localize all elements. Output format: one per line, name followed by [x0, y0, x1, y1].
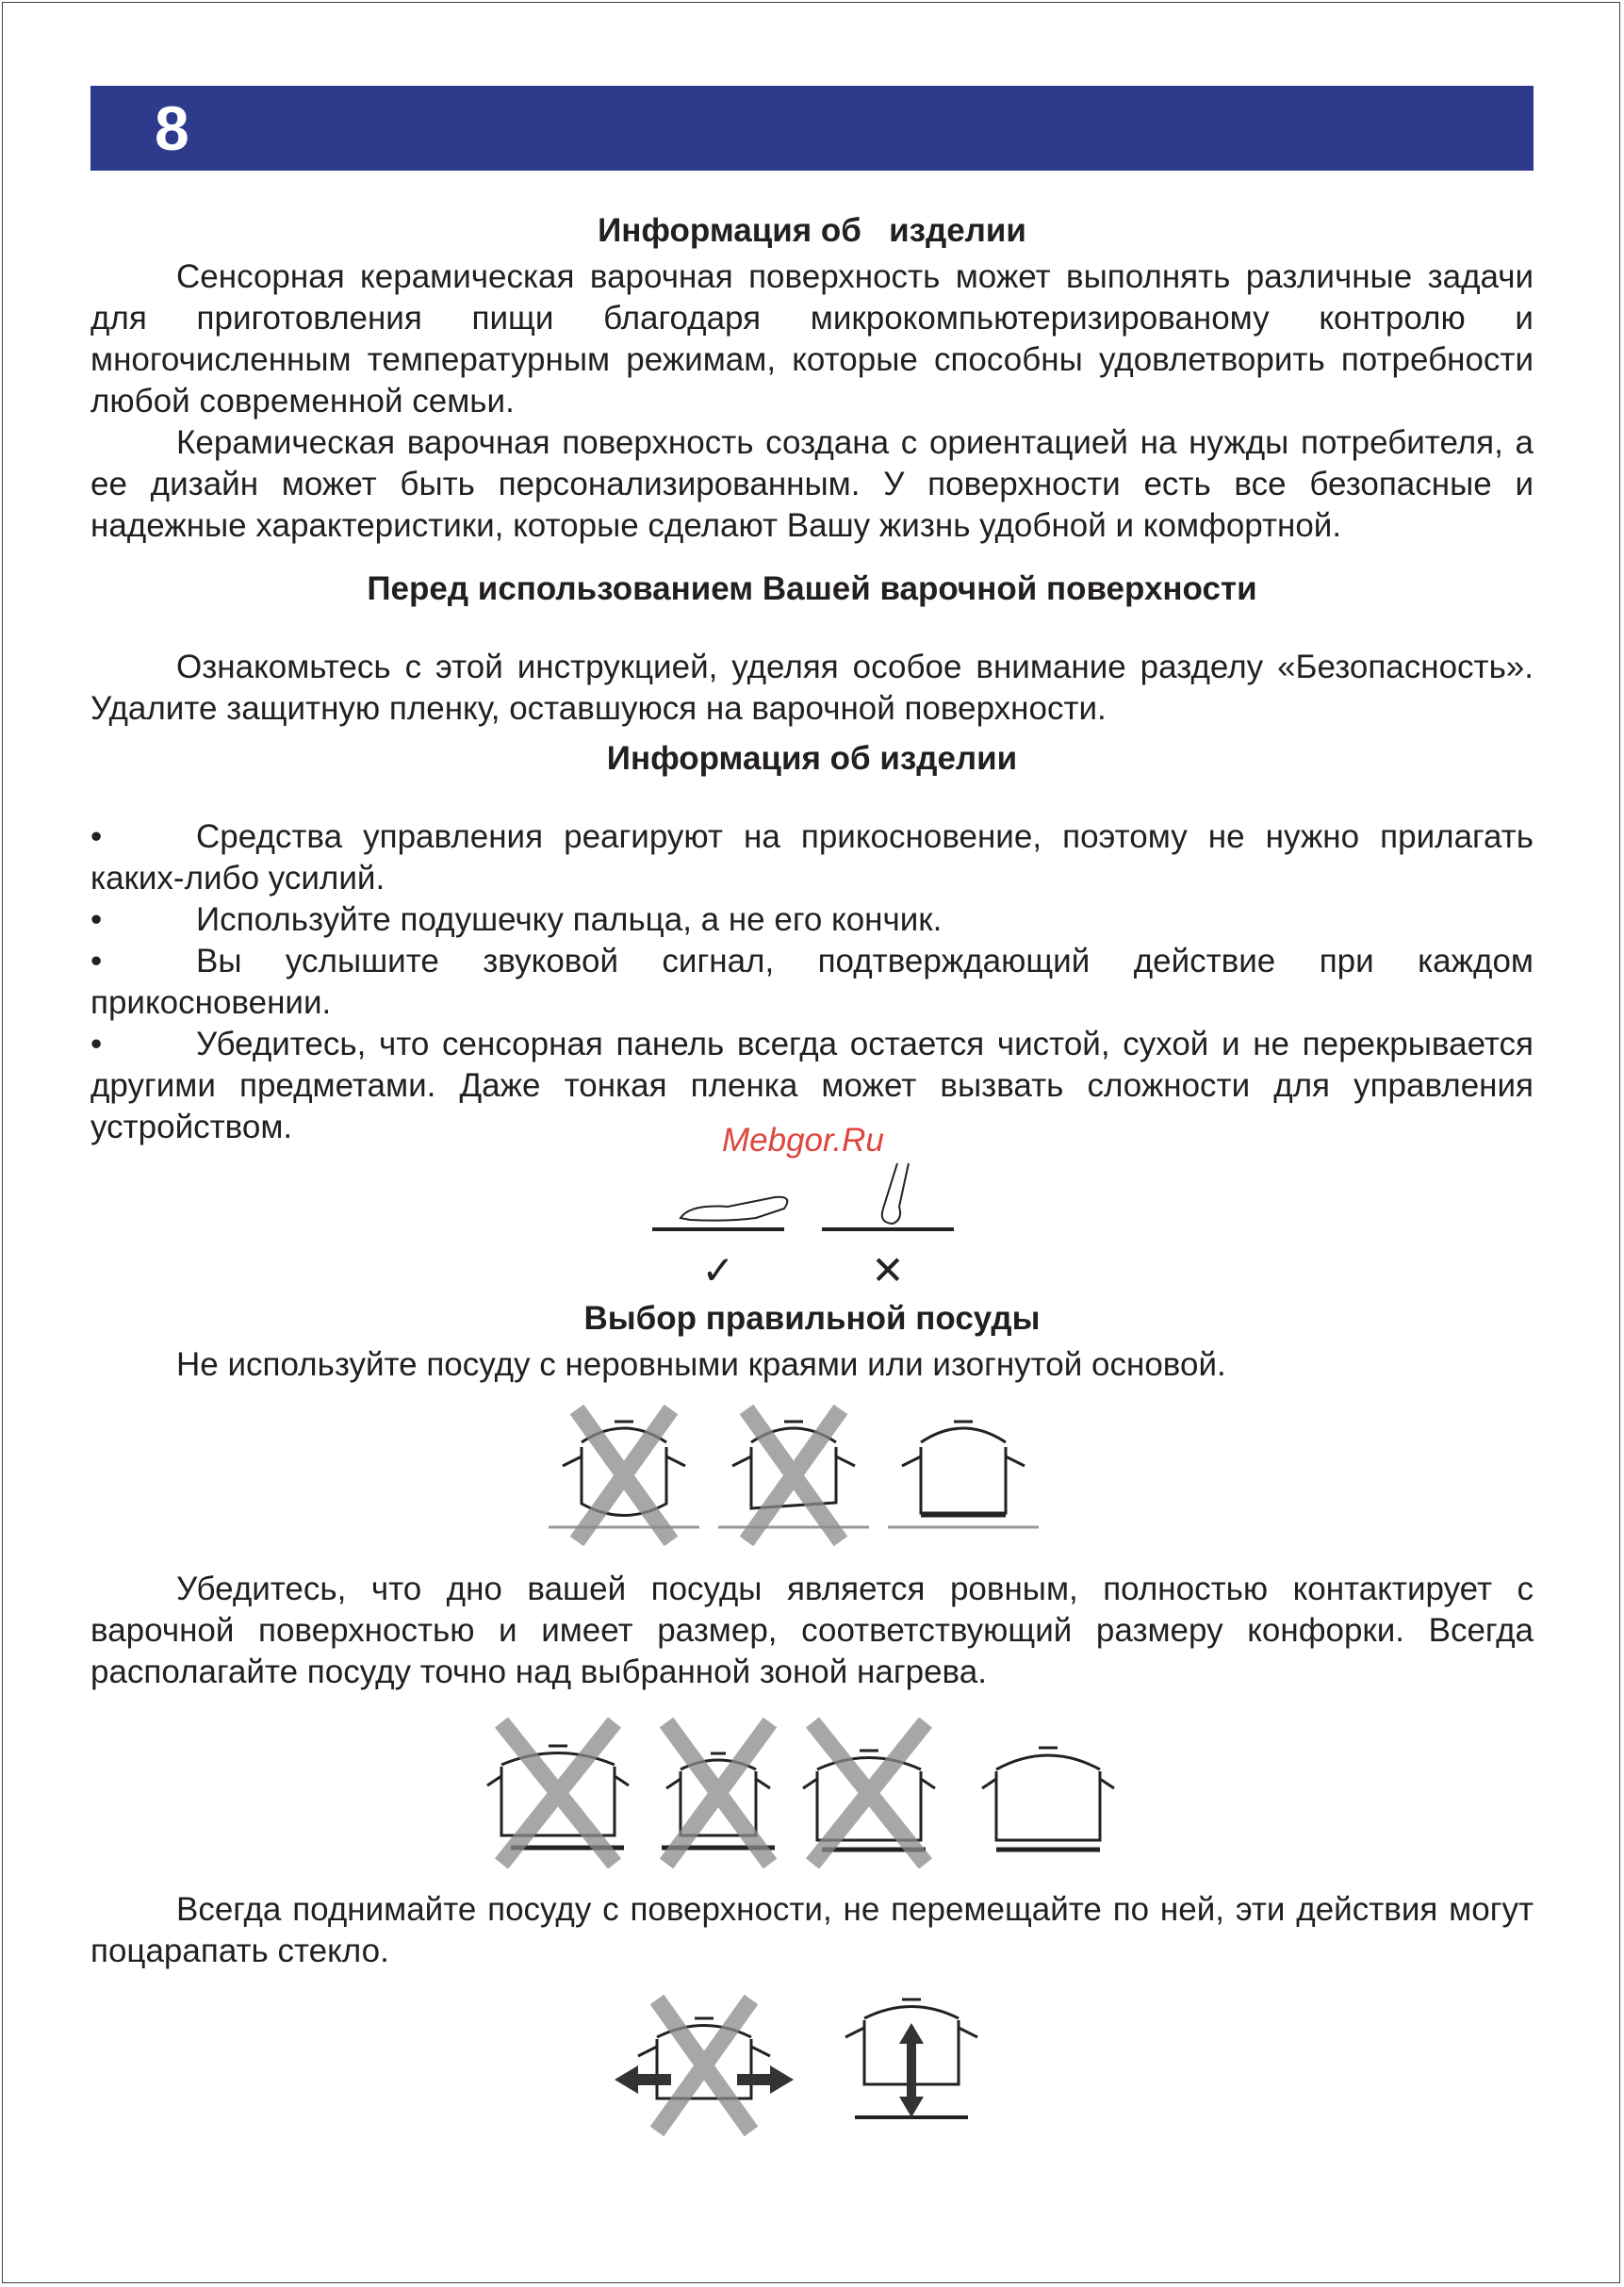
finger-touch-figure	[652, 1161, 973, 1293]
pots-base-figure	[549, 1405, 1076, 1546]
paragraph: Всегда поднимайте посуду с поверхности, не перемещайте по ней, эти действия могут поцарапать стекло.	[90, 1891, 1534, 1969]
bullet-dot: •	[90, 901, 103, 938]
check-icon: ✓	[700, 1248, 735, 1292]
paragraph: Сенсорная керамическая варочная поверхность может выполнять различные задачи для приготовления пищи благодаря микрокомпьютеризированому контролю и многочисленным температурным режимам, которые способны удовлетворить потребности любой современной семьи.	[90, 258, 1534, 420]
list-item	[90, 941, 1534, 1024]
paragraph: Не используйте посуду с неровными краями или изогнутой основой.	[176, 1346, 1226, 1383]
watermark: Mebgor.Ru	[722, 1122, 884, 1159]
list-item-text: Убедитесь, что сенсорная панель всегда остается чистой, сухой и не перекрывается другими предметами. Даже тонкая пленка может вызвать сложности для управления устройством.	[90, 1026, 1534, 1145]
list-item-text: Средства управления реагируют на прикосновение, поэтому не нужно прилагать каких-либо усилий.	[90, 818, 1534, 897]
bullet-dot: •	[90, 943, 103, 979]
list-item-text: Вы услышите звуковой сигнал, подтверждающий действие при каждом прикосновении.	[90, 943, 1534, 1021]
paragraph: Убедитесь, что дно вашей посуды является ровным, полностью контактирует с варочной поверхностью и имеет размер, соответствующий размеру конфорки. Всегда располагайте посуду точно над выбранной зоной нагрева.	[90, 1571, 1534, 1690]
pots-lift-figure	[615, 1995, 1010, 2136]
list-item	[90, 816, 1534, 899]
cross-icon: ✕	[870, 1248, 905, 1292]
header-bar	[90, 86, 1534, 171]
section-title-product-info: Информация об изделии	[606, 740, 1018, 777]
page-content	[90, 206, 1534, 2136]
bullet-list	[90, 816, 1534, 1148]
bullet-dot: •	[90, 818, 103, 855]
section-title-info: Информация об изделии	[598, 212, 1026, 249]
section-title-cookware: Выбор правильной посуды	[583, 1300, 1041, 1337]
paragraph: Ознакомьтесь с этой инструкцией, уделяя особое внимание разделу «Безопасность». Удалите защитную пленку, оставшуюся на варочной поверхности.	[90, 649, 1534, 727]
paragraph: Керамическая варочная поверхность создана с ориентацией на нужды потребителя, а ее дизайн может быть персонализированным. У поверхности есть все безопасные и надежные характеристики, которые сделают Вашу жизнь удобной и комфортной.	[90, 424, 1534, 544]
list-item-text: Используйте подушечку пальца, а не его кончик.	[196, 901, 943, 938]
cross-icon	[501, 1722, 926, 1864]
pots-position-figure	[483, 1718, 1142, 1868]
section-title-before-use: Перед использованием Вашей варочной поверхности	[367, 570, 1257, 607]
page-number: 8	[155, 93, 189, 163]
bullet-dot: •	[90, 1026, 103, 1062]
list-item	[90, 899, 1534, 941]
arrow-icon	[615, 2023, 924, 2117]
